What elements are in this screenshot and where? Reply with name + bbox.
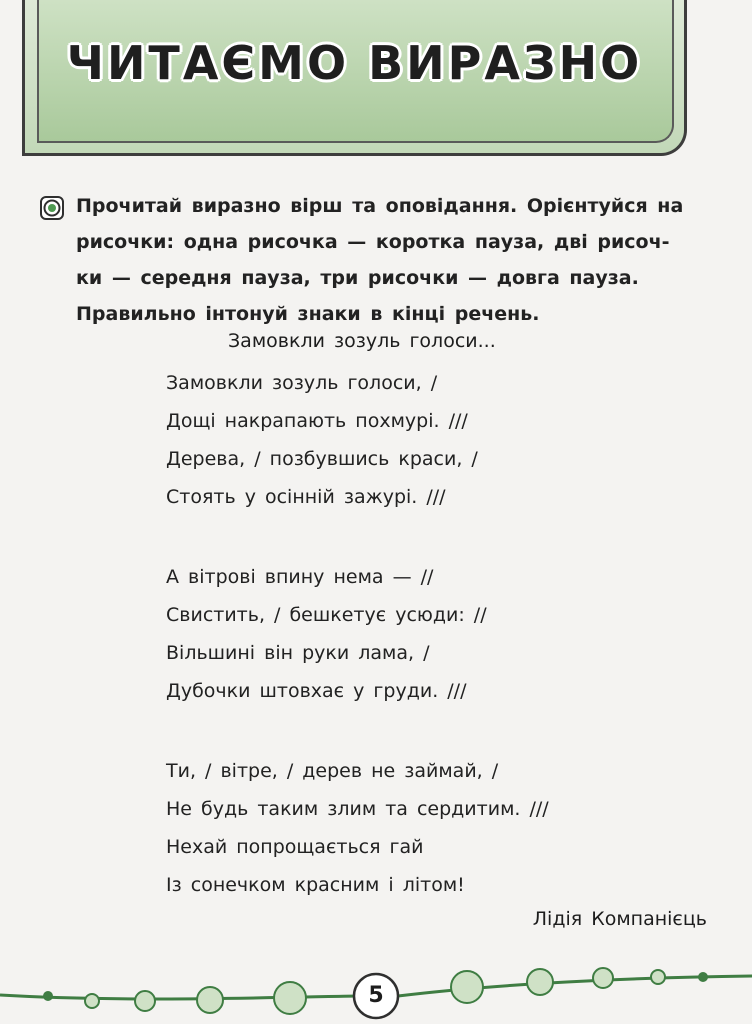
poem-line: А вітрові впину нема — // [166, 566, 434, 588]
instruction-line: ки — середня пауза, три рисочки — довга пауза. [76, 267, 639, 289]
footer-dot [43, 991, 53, 1001]
poem-line: Свистить, / бешкетує усюди: // [166, 604, 487, 626]
poem-line: Замовкли зозуль голоси, / [166, 372, 438, 394]
poem-stanza-2 [166, 558, 706, 710]
poem-line: Дубочки штовхає у груди. /// [166, 680, 467, 702]
footer-dot [197, 987, 223, 1013]
poem-stanza-1 [166, 364, 706, 516]
poem-author: Лідія Компанієць [532, 908, 707, 930]
page-number: 5 [368, 983, 384, 1008]
poem-line: Стоять у осінній зажурі. /// [166, 486, 446, 508]
instruction-line: Прочитай виразно вірш та оповідання. Орієнтуйся на [76, 195, 684, 217]
header-banner [22, 0, 687, 156]
poem-line: Нехай попрощається гай [166, 836, 424, 858]
poem-line: Вільшині він руки лама, / [166, 642, 430, 664]
footer-dot [527, 969, 553, 995]
footer-dot [274, 982, 306, 1014]
footer-dot [593, 968, 613, 988]
poem-line: Із сонечком красним і літом! [166, 874, 465, 896]
poem-line: Дощі накрапають похмурі. /// [166, 410, 468, 432]
poem-line: Ти, / вітре, / дерев не займай, / [166, 760, 499, 782]
page-title: ЧИТАЄМО ВИРАЗНО [66, 36, 643, 90]
footer-dot [698, 972, 708, 982]
footer-dot [651, 970, 665, 984]
instruction-line: рисочки: одна рисочка — коротка пауза, дві рисоч- [76, 231, 670, 253]
poem-line: Не будь таким злим та сердитим. /// [166, 798, 549, 820]
target-bullet-icon [40, 196, 64, 220]
footer-dot [85, 994, 99, 1008]
poem-stanza-3 [166, 752, 706, 904]
footer-dot [135, 991, 155, 1011]
footer-dot [451, 971, 483, 1003]
instruction-line: Правильно інтонуй знаки в кінці речень. [76, 303, 540, 325]
instruction-text [76, 188, 716, 332]
poem-title: Замовкли зозуль голоси... [228, 330, 496, 352]
poem-line: Дерева, / позбувшись краси, / [166, 448, 478, 470]
